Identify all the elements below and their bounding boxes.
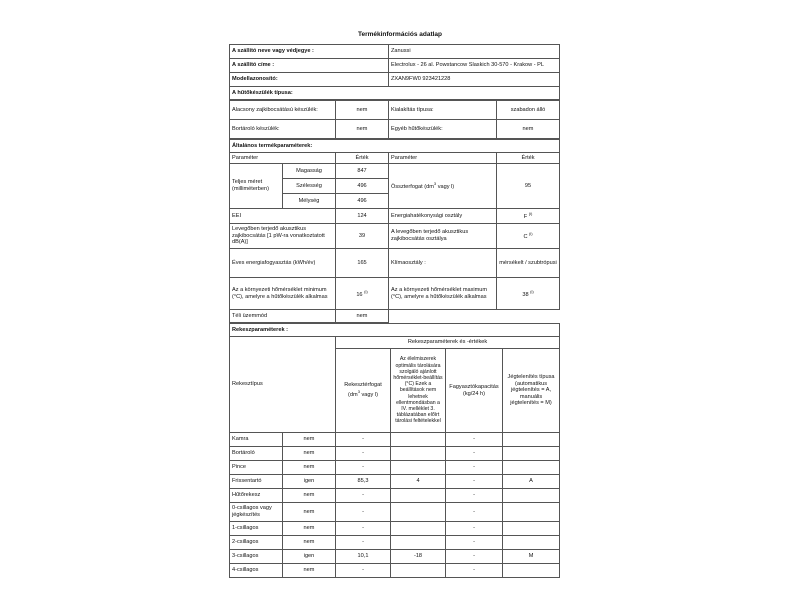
model-value: ZXAN9FW0 923421228 <box>389 73 560 87</box>
compartment-freeze: - <box>446 489 503 503</box>
winter-mode-value: nem <box>336 310 389 323</box>
compartment-present: nem <box>283 461 336 475</box>
low-noise-label: Alacsony zajkibocsátású készülék: <box>230 101 336 120</box>
noise-class-label: A levegőben terjedő akusztikus zajkibocsátás osztálya <box>389 224 497 249</box>
supplier-address-value: Electrolux - 26 al. Powstancow Slaskich 30-570 - Krakow - PL <box>389 59 560 73</box>
depth-label: Mélység <box>283 194 336 209</box>
compartment-defrost <box>503 489 560 503</box>
compartment-defrost <box>503 522 560 536</box>
compartment-present: nem <box>283 433 336 447</box>
compartment-defrost <box>503 447 560 461</box>
compartment-group-header: Rekeszparaméterek és -értékek <box>336 337 560 349</box>
compartment-freeze: - <box>446 447 503 461</box>
supplier-address-label: A szállító címe : <box>230 59 389 73</box>
compartment-freeze: - <box>446 564 503 578</box>
compartment-volume: - <box>336 461 391 475</box>
col-compartment-type: Rekesztípus <box>230 337 336 433</box>
compartment-defrost <box>503 503 560 522</box>
compartment-freeze: - <box>446 550 503 564</box>
table-row <box>230 461 560 475</box>
compartment-name: 2-csillagos <box>230 536 283 550</box>
height-label: Magasság <box>283 164 336 179</box>
compartment-temp <box>391 433 446 447</box>
wine-storage-label: Bortároló készülék: <box>230 120 336 139</box>
compartment-volume: - <box>336 503 391 522</box>
compartment-present: igen <box>283 475 336 489</box>
compartment-defrost <box>503 536 560 550</box>
energy-class-label: Energiahatékonysági osztály <box>389 209 497 224</box>
compartment-volume: - <box>336 522 391 536</box>
compartment-present: nem <box>283 503 336 522</box>
supplier-table <box>229 44 560 100</box>
compartment-present: nem <box>283 536 336 550</box>
col-freeze-capacity: Fagyasztókapacitás (kg/24 h) <box>446 349 503 433</box>
model-label: Modellazonosító: <box>230 73 389 87</box>
max-temp-value: 38 $^{(i)}$ <box>497 278 560 310</box>
compartment-freeze: - <box>446 522 503 536</box>
col-param: Paraméter <box>230 153 336 164</box>
compartment-present: nem <box>283 564 336 578</box>
table-row <box>230 536 560 550</box>
compartment-defrost: A <box>503 475 560 489</box>
compartment-name: 0-csillagos vagy jégkészítés <box>230 503 283 522</box>
depth-value: 496 <box>336 194 389 209</box>
compartment-name: Pince <box>230 461 283 475</box>
compartment-freeze: - <box>446 433 503 447</box>
compartment-temp <box>391 489 446 503</box>
compartment-temp <box>391 461 446 475</box>
low-noise-value: nem <box>336 101 389 120</box>
compartment-name: Kamra <box>230 433 283 447</box>
compartment-present: nem <box>283 447 336 461</box>
compartment-name: 1-csillagos <box>230 522 283 536</box>
annual-energy-value: 165 <box>336 249 389 278</box>
min-temp-label: Az a környezeti hőmérséklet minimum (°C), amelyre a hűtőkészülék alkalmas <box>230 278 336 310</box>
compartments-table <box>229 323 560 578</box>
wine-storage-value: nem <box>336 120 389 139</box>
compartment-present: nem <box>283 489 336 503</box>
product-info-sheet <box>229 44 559 578</box>
other-appliance-value: nem <box>497 120 560 139</box>
compartment-volume: - <box>336 536 391 550</box>
design-type-value: szabadon álló <box>497 101 560 120</box>
table-row <box>230 522 560 536</box>
compartment-name: Hűtőrekesz <box>230 489 283 503</box>
compartment-defrost <box>503 564 560 578</box>
width-label: Szélesség <box>283 179 336 194</box>
compartment-volume: - <box>336 564 391 578</box>
table-row <box>230 447 560 461</box>
total-volume-label: Összterfogat ($dm^3$ vagy l) <box>389 164 497 209</box>
page-title: Termékinformációs adatlap <box>357 31 443 38</box>
compartment-freeze: - <box>446 503 503 522</box>
winter-mode-label: Téli üzemmód <box>230 310 336 323</box>
energy-class-value: F $^{(i)}$ <box>497 209 560 224</box>
compartment-volume: - <box>336 433 391 447</box>
compartment-present: nem <box>283 522 336 536</box>
noise-class-value: C $^{(i)}$ <box>497 224 560 249</box>
compartment-present: igen <box>283 550 336 564</box>
climate-class-label: Klímaosztály : <box>389 249 497 278</box>
compartment-temp: 4 <box>391 475 446 489</box>
compartment-temp <box>391 522 446 536</box>
noise-value: 39 <box>336 224 389 249</box>
width-value: 496 <box>336 179 389 194</box>
eei-value: 124 <box>336 209 389 224</box>
annual-energy-label: Éves energiafogyasztás (kWh/év) <box>230 249 336 278</box>
compartment-volume: 10,1 <box>336 550 391 564</box>
col-param2: Paraméter <box>389 153 497 164</box>
table-row <box>230 564 560 578</box>
general-heading: Általános termékparaméterek: <box>230 140 560 153</box>
supplier-name-label: A szállító neve vagy védjegye : <box>230 45 389 59</box>
col-recommended-temp: Az élelmiszerek optimális tárolására szolgáló ajánlott hőmérséklet-beállítás (°C) Ezek a beállítások nem lehetnek ellentmondásban a IV. melléklet 3. táblázatában előírt tárolási feltételekkel <box>391 349 446 433</box>
compartment-temp: -18 <box>391 550 446 564</box>
height-value: 847 <box>336 164 389 179</box>
table-row <box>230 550 560 564</box>
compartment-freeze: - <box>446 536 503 550</box>
compartment-name: 4-csillagos <box>230 564 283 578</box>
max-temp-label: Az a környezeti hőmérséklet maximum (°C), amelyre a hűtőkészülék alkalmas <box>389 278 497 310</box>
total-volume-value: 95 <box>497 164 560 209</box>
table-row <box>230 503 560 522</box>
type-table <box>229 100 560 139</box>
col-defrost-type: Jégtelenítés típusa (automatikus jégtelenítés = A, manuális jégtelenítés = M) <box>503 349 560 433</box>
compartment-defrost: M <box>503 550 560 564</box>
design-type-label: Kialakítás típusa: <box>389 101 497 120</box>
compartment-freeze: - <box>446 475 503 489</box>
col-value2: Érték <box>497 153 560 164</box>
compartment-temp <box>391 564 446 578</box>
compartment-volume: - <box>336 489 391 503</box>
col-compartment-volume: Rekesztérfogat ($dm^3$ vagy l) <box>336 349 391 433</box>
col-value: Érték <box>336 153 389 164</box>
compartment-volume: - <box>336 447 391 461</box>
compartment-name: Frissentartó <box>230 475 283 489</box>
dims-label: Teljes méret (milliméterben) <box>230 164 283 209</box>
climate-class-value: mérsékelt / szubtrópusi <box>497 249 560 278</box>
type-section-heading: A hűtőkészülék típusa: <box>230 87 560 100</box>
table-row <box>230 489 560 503</box>
compartment-name: 3-csillagos <box>230 550 283 564</box>
table-row <box>230 475 560 489</box>
compartment-name: Bortároló <box>230 447 283 461</box>
compartment-defrost <box>503 433 560 447</box>
supplier-name-value: Zanussi <box>389 45 560 59</box>
compartment-volume: 85,3 <box>336 475 391 489</box>
compartments-heading: Rekeszparaméterek : <box>230 324 560 337</box>
compartment-freeze: - <box>446 461 503 475</box>
other-appliance-label: Egyéb hűtőkészülék: <box>389 120 497 139</box>
table-row <box>230 433 560 447</box>
general-params-table <box>229 139 560 323</box>
compartment-temp <box>391 536 446 550</box>
min-temp-value: 16 $^{(i)}$ <box>336 278 389 310</box>
noise-label: Levegőben terjedő akusztikus zajkibocsátás [1 pW-ra vonatkoztatott dB(A)] <box>230 224 336 249</box>
compartment-temp <box>391 447 446 461</box>
eei-label: EEI <box>230 209 336 224</box>
compartment-temp <box>391 503 446 522</box>
compartment-defrost <box>503 461 560 475</box>
